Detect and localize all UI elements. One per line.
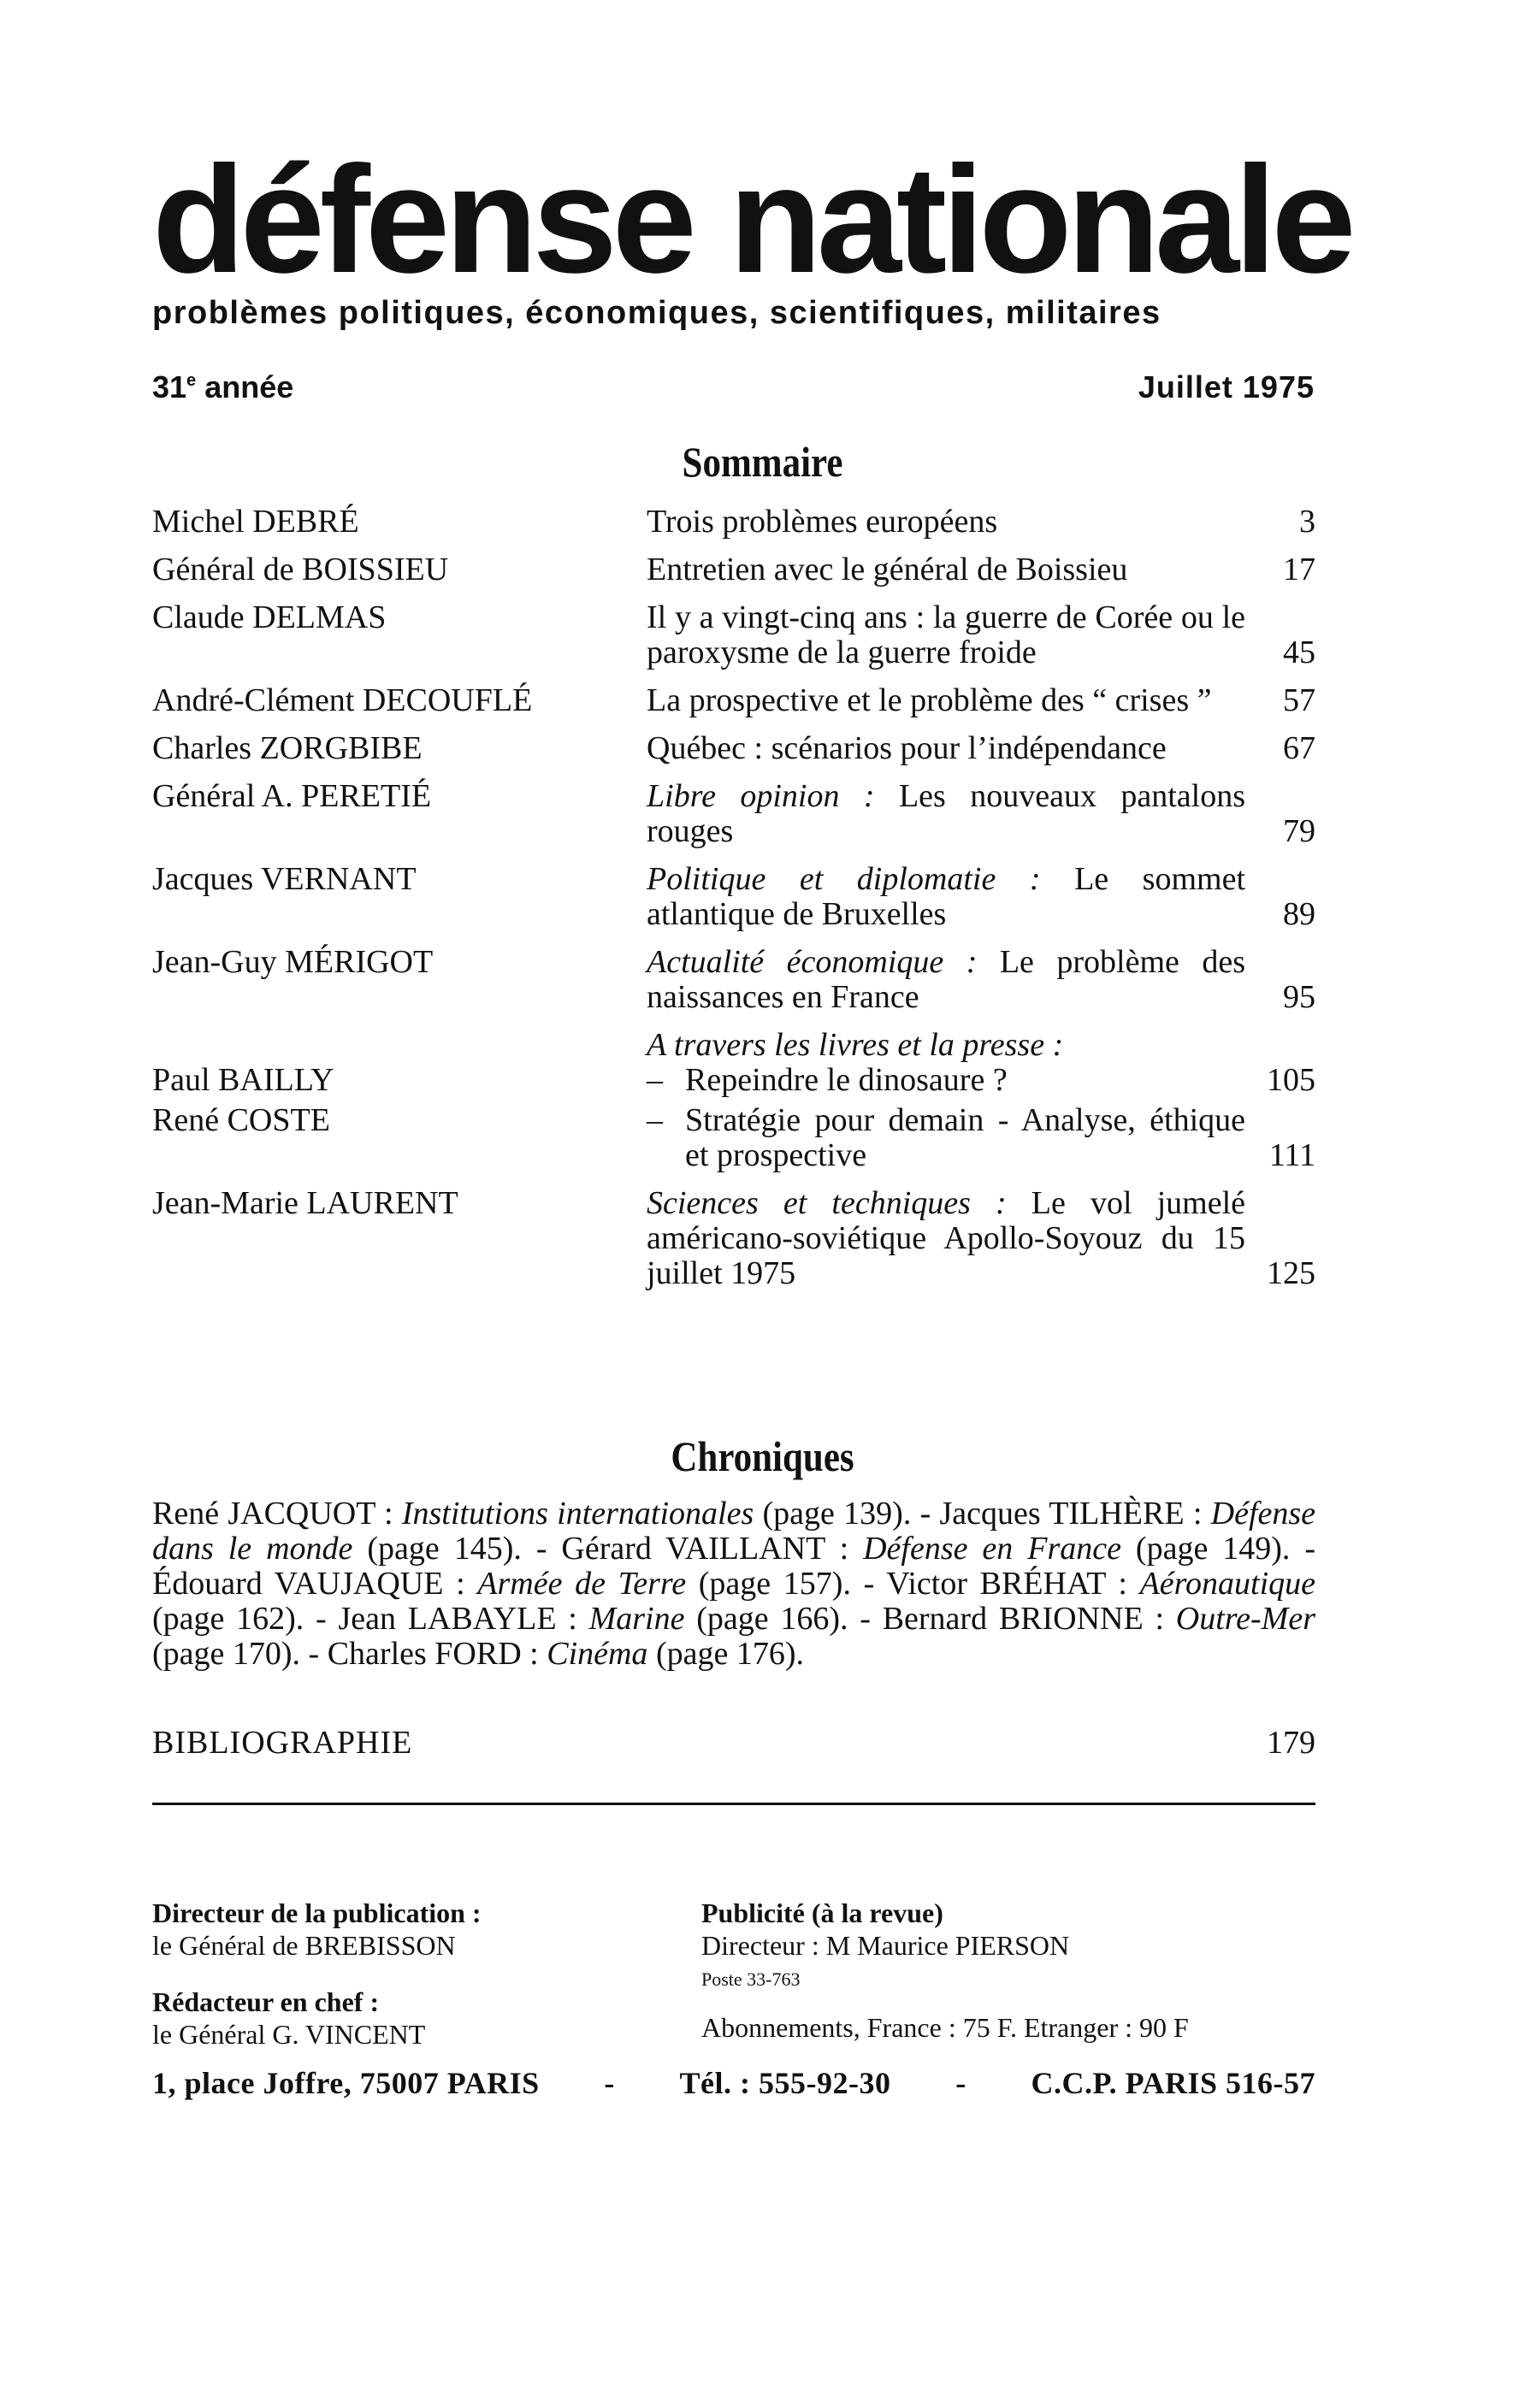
chronique-page: (page 139) <box>762 1496 903 1532</box>
toc-row <box>152 600 1315 670</box>
editor-heading: Rédacteur en chef : <box>152 1986 380 2017</box>
press-rubric-row <box>152 1028 1315 1063</box>
toc-author: Paul BAILLY <box>152 1062 334 1098</box>
chronique-author: Édouard VAUJAQUE <box>152 1566 444 1602</box>
toc-page: 105 <box>1267 1062 1315 1098</box>
toc-author: René COSTE <box>152 1102 330 1138</box>
chronique-author: Jean LABAYLE <box>338 1601 557 1637</box>
toc-author: Claude DELMAS <box>152 599 387 635</box>
ads-heading: Publicité (à la revue) <box>701 1897 943 1928</box>
chronique-topic: Armée de Terre <box>477 1566 687 1602</box>
editor-name: le Général G. VINCENT <box>152 2019 426 2050</box>
toc-author: Charles ZORGBIBE <box>152 730 423 766</box>
toc-author: Jean-Guy MÉRIGOT <box>152 944 434 980</box>
press-rubric: A travers les livres et la presse : <box>647 1027 1064 1063</box>
chronique-page: (page 145) <box>367 1531 514 1567</box>
toc-title: Québec : scénarios pour l’indépendance <box>647 730 1167 766</box>
toc-author: Michel DEBRÉ <box>152 504 359 540</box>
ads-director: Directeur : M Maurice PIERSON <box>701 1930 1070 1961</box>
chroniques-list: René JACQUOT : Institutions internationales (page 139). - Jacques TILHÈRE : Défense dans le monde (page 145). - Gérard VAILLANT : Défense en France (page 149). - Édouard VAUJAQUE : Armée de Terre (page 157). - Victor BRÉHAT : Aéronautique (page 162). - Jean LABAYLE : Marine (page 166). - Bernard BRIONNE : Outre-Mer (page 170). - Charles FORD : Cinéma (page 176). <box>152 1496 1316 1672</box>
toc-rubric: Politique et diplomatie : <box>647 861 1041 897</box>
toc-title: Il y a vingt-cinq ans : la guerre de Corée ou le paroxysme de la guerre froide <box>647 599 1245 670</box>
address-street: 1, place Joffre, 75007 PARIS <box>152 2066 540 2100</box>
table-of-contents <box>152 505 1315 1304</box>
toc-author: Jacques VERNANT <box>152 861 417 897</box>
chronique-page: (page 149) <box>1135 1531 1282 1567</box>
toc-title: Trois problèmes européens <box>647 504 998 540</box>
chronique-topic: Institutions internationales <box>401 1496 754 1532</box>
toc-rubric: Actualité économique : <box>647 944 978 980</box>
toc-page: 95 <box>1283 979 1315 1015</box>
chronique-page: (page 162) <box>152 1601 296 1637</box>
chronique-page: (page 170) <box>152 1636 293 1672</box>
chronique-topic: Défense dans le monde <box>152 1496 1316 1567</box>
year-suffix: e <box>186 371 197 390</box>
year-word: année <box>204 369 294 404</box>
toc-row <box>152 505 1315 540</box>
address-separator: - <box>955 2066 966 2100</box>
dash-marker: – <box>647 1102 663 1138</box>
toc-row <box>152 779 1315 849</box>
toc-page: 125 <box>1267 1255 1315 1291</box>
horizontal-rule <box>152 1803 1315 1805</box>
toc-rubric: Sciences et techniques : <box>647 1185 1007 1221</box>
toc-title-text: Le vol jumelé américano-soviétique Apollo-Soyouz du 15 juillet 1975 <box>647 1185 1245 1291</box>
toc-title-text: Le sommet atlantique de Bruxelles <box>647 861 1245 932</box>
toc-title-text: Stratégie pour demain - Analyse, éthique et prospective <box>685 1102 1245 1173</box>
volume-year <box>152 369 293 405</box>
subscriptions: Abonnements, France : 75 F. Etranger : 90 F <box>701 2012 1189 2043</box>
chronique-topic: Outre-Mer <box>1175 1601 1315 1637</box>
toc-author: Général A. PERETIÉ <box>152 778 432 814</box>
colophon-editorial <box>152 1897 683 2051</box>
chroniques-heading: Chroniques <box>671 1432 854 1480</box>
toc-rubric: Libre opinion : <box>647 778 875 814</box>
chronique-author: Victor BRÉHAT <box>886 1566 1106 1602</box>
address-separator: - <box>604 2066 615 2100</box>
year-number: 31 <box>152 369 187 404</box>
address-ccp: C.C.P. PARIS 516-57 <box>1031 2066 1315 2100</box>
toc-title <box>647 945 1245 1015</box>
toc-author: Général de BOISSIEU <box>152 552 449 587</box>
chronique-author: René JACQUOT <box>152 1496 375 1532</box>
toc-row <box>152 1103 1315 1173</box>
toc-page: 111 <box>1268 1137 1315 1173</box>
ads-phone: Poste 33-763 <box>701 1968 801 1990</box>
toc-page: 45 <box>1283 634 1315 670</box>
toc-row <box>152 862 1315 932</box>
chronique-author: Charles FORD <box>327 1636 522 1672</box>
director-heading: Directeur de la publication : <box>152 1897 482 1928</box>
issue-date: Juillet 1975 <box>1138 369 1315 404</box>
bibliography-label: BIBLIOGRAPHIE <box>152 1725 413 1761</box>
toc-row <box>152 731 1315 766</box>
toc-title-text: Repeindre le dinosaure ? <box>685 1062 1008 1098</box>
chronique-author: Bernard BRIONNE <box>882 1601 1144 1637</box>
chronique-page: (page 176) <box>655 1636 796 1672</box>
toc-row <box>152 945 1315 1015</box>
toc-page: 57 <box>1283 682 1315 718</box>
toc-title <box>647 1186 1245 1291</box>
chronique-topic: Aéronautique <box>1139 1566 1316 1602</box>
toc-row <box>152 683 1315 718</box>
address-line <box>152 2068 1315 2098</box>
bibliography-row <box>152 1726 1315 1761</box>
toc-title <box>647 1063 1245 1098</box>
toc-page: 79 <box>1283 813 1315 849</box>
toc-title <box>647 862 1245 932</box>
toc-author: Jean-Marie LAURENT <box>152 1185 458 1221</box>
journal-subtitle: problèmes politiques, économiques, scientifiques, militaires <box>152 295 1161 331</box>
chronique-author: Jacques TILHÈRE <box>939 1496 1185 1532</box>
chronique-topic: Marine <box>588 1601 685 1637</box>
toc-page: 17 <box>1283 552 1315 587</box>
journal-title: défense nationale <box>152 134 1351 304</box>
sommaire-heading: Sommaire <box>682 438 843 486</box>
chronique-topic: Cinéma <box>547 1636 648 1672</box>
chronique-page: (page 166) <box>696 1601 841 1637</box>
dash-marker: – <box>647 1062 663 1098</box>
colophon-advertising <box>701 1897 1317 2044</box>
toc-row <box>152 552 1315 587</box>
toc-page: 3 <box>1299 504 1315 540</box>
toc-page: 67 <box>1283 730 1315 766</box>
toc-title <box>647 779 1245 849</box>
toc-title-text: Le problème des naissances en France <box>647 944 1245 1015</box>
chronique-page: (page 157) <box>698 1566 843 1602</box>
toc-title <box>647 1103 1245 1173</box>
toc-title: La prospective et le problème des “ crises ” <box>647 682 1212 718</box>
bibliography-page: 179 <box>1267 1725 1315 1761</box>
toc-title: Entretien avec le général de Boissieu <box>647 552 1128 587</box>
chronique-topic: Défense en France <box>863 1531 1121 1567</box>
toc-title-text: Les nouveaux pantalons rouges <box>647 778 1246 849</box>
toc-page: 89 <box>1283 896 1315 932</box>
toc-author: André-Clément DECOUFLÉ <box>152 682 533 718</box>
address-phone: Tél. : 555-92-30 <box>679 2066 891 2100</box>
director-name: le Général de BREBISSON <box>152 1930 456 1961</box>
toc-row <box>152 1186 1315 1291</box>
chronique-author: Gérard VAILLANT <box>561 1531 825 1567</box>
toc-row <box>152 1063 1315 1098</box>
